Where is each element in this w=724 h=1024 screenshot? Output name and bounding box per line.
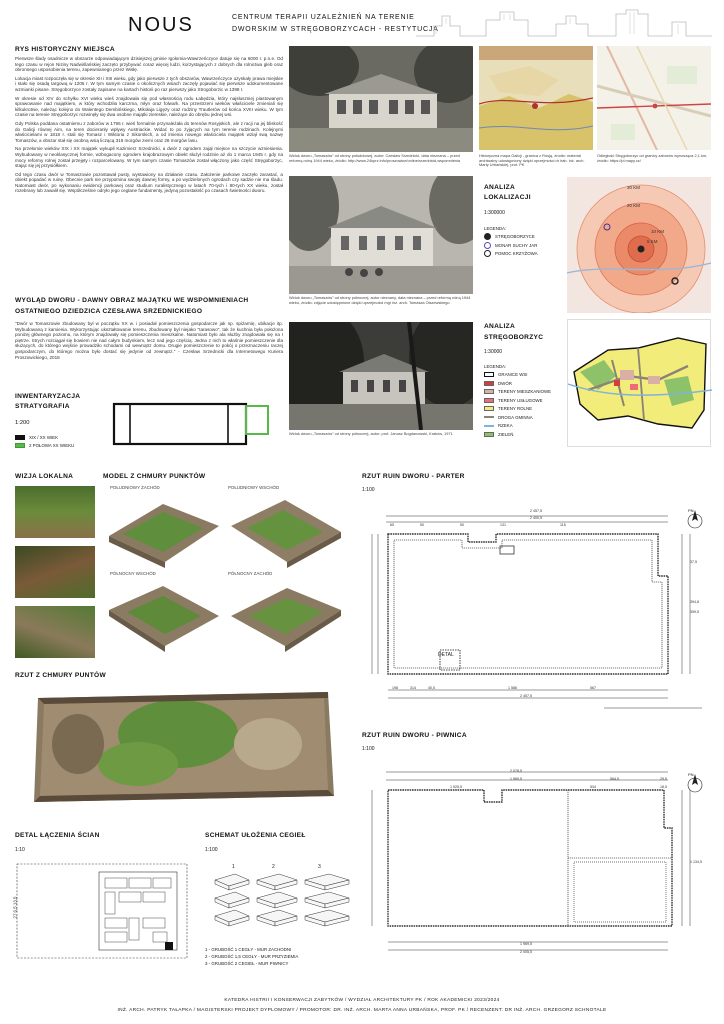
piwnica-title: RZUT RUIN DWORU - PIWNICA (362, 732, 467, 739)
location-radius-map (567, 177, 711, 313)
legend-item (484, 233, 538, 242)
stratigraphy-plan (112, 398, 272, 448)
dimension: 65 (390, 523, 394, 527)
legend-item (484, 388, 551, 397)
brick-bonding-schematic (205, 872, 355, 938)
legend-label: TERENY ROLNE (498, 406, 533, 412)
dimension: 1 969,5 (510, 777, 522, 781)
legend-label: MONAR SUCHY JAR (495, 242, 538, 248)
dimension: 534 (590, 785, 596, 789)
piwnica-floor-plan (368, 766, 704, 962)
legend-swatch (484, 398, 494, 403)
dimension: 115 (560, 523, 566, 527)
history-paragraph: Na przełomie wieków XIX i XX majątek wykupił Kazimierz Srzednicki, a dwór z ogrodem zajął miejsce na szczycie wzniesienia. Wybudowany w neoklasycznej formie, wzbogacony ogrodem krajobrazowym obiekt służył rodzinie aż do 1 marca 1945 r. gdy na mocy reformy rolnej został przejęty i rozparcelowany. W tym samym czasie Tomaszów został włączony jako część Stręgoborzyc, stając się jej przysiółkiem. (15, 146, 283, 169)
footer-line1: KATEDRA HISTRII I KONSERWACJI ZABYTKÓW / WYDZIAŁ ARCHITEKTURY PK / ROK AKADEMICKI 2023/2024 (224, 998, 500, 1003)
dimension: 314 (410, 686, 416, 690)
dimension: 1 134,5 (690, 860, 702, 864)
legend-swatch (484, 406, 494, 411)
map-caption: Historyczna mapa Galicji - granica z Rosją, źródło: materiał archiwalny udostępniony dzięki uprzejmości dr hab. inż. arch. Marty Urbańskiej, prof. PK (479, 153, 585, 168)
legend-swatch (484, 381, 494, 386)
dimension: 2 457,5 (520, 694, 532, 698)
history-text (15, 56, 283, 194)
parter-scale: 1:100 (362, 487, 375, 493)
detal-title: DETAL ŁĄCZENIA ŚCIAN (15, 832, 100, 839)
ring-label: 20 KM (627, 203, 641, 208)
dimension: 37,5 (690, 560, 697, 564)
bricks-legend-item: 3 - GRUBOŚĆ 2 CEGIEŁ - MUR PIWNICY (205, 961, 289, 966)
footer-line2: INŻ. ARCH. PATRYK TAŁAPKA / MAGISTERSKI PROJEKT DYPLOMOWY / PROMOTOR: DR. INŻ. ARCH. MARTA ANNA URBAŃSKA, PROF. PK / RECENZENT: DR INŻ. ARCH. GRZEGORZ SCHNOTALE (117, 1008, 607, 1013)
border-distance-map (597, 46, 711, 150)
brick-number: 3 (318, 864, 321, 870)
history-paragraph: W okresie od XIV do schyłku XVI wieku wieś znajdowała się pod własnością rodu Łabędzia, który najsłuszniej piastowanym sprawowanie nad majątkiem, w który wchodziła karczma, młyn oraz folwark. Na przestrzeni wieków właściciele zmieniali się kilkukrotnie, należąc kolejno do Walentego Dembińskiego, Mikołaja Ligęzy oraz rodziny Trautlerów od końca XVIII wieku. W tym czasie na terenie Stręgoborzyc rozwinęły się dwa osobne majątki ziemskie, należące do obrębu jednej wsi. (15, 95, 283, 118)
piwnica-scale: 1:100 (362, 746, 375, 752)
dimension: 394,8 (690, 600, 699, 604)
bricks-legend (205, 946, 298, 967)
page-title-line1: CENTRUM TERAPII UZALEŻNIEŃ NA TERENIE (232, 14, 415, 21)
dimension: 1 586 (508, 686, 517, 690)
wizja-title: WIZJA LOKALNA (15, 473, 74, 480)
legend-swatch (484, 389, 494, 394)
ring-label: 5 KM (647, 239, 658, 244)
inventory-title-line1: INWENTARYZACJA (15, 393, 81, 400)
view-label: POŁUDNIOWY WSCHÓD (228, 485, 280, 490)
strego-legend (484, 362, 551, 439)
memories-title-line2: OSTATNIEGO DZIEDZICA CZESŁAWA SRZEDNICKIEGO (15, 308, 203, 315)
legend-swatch (484, 432, 494, 437)
location-title-line2: LOKALIZACJI (484, 194, 531, 201)
memories-quote: "Dwór w Tomaszowie zbudowany był w początku XX w. i posiadał pomieszczenia gospodarcze jak np. spiżarnię, ubikacje itp. Wybudowaną z kamienia. Wykorzystując ukształtowanie terenu, zbudowany był niejako "tarasowo", tak że kuchnia była położona poniżej głównego poziomu, na którym znajdowały się pomieszczenia mieszkalne. Natomiast było ala służby znajdowała się na I piętrze. Strych rozciągał się bowiem nie nad całym budynkiem, lecz nad jego częścią. Jedna z nich to właśnie pomieszczenie dla służących, do którego wejście prowadziło schodami od wewnątrz domu. Drugie pomieszczenie to pokój o przeznaczeniu raczej gospodarczym, do którego można było dostać się jedynie od zewnątrz." - Czesław Srzednicki dla Internetowego Kuriera Proszowickiego, 2018 (15, 321, 283, 360)
brick-number: 2 (272, 864, 275, 870)
parter-floor-plan (368, 512, 704, 718)
inventory-scale: 1:200 (15, 420, 30, 426)
brick-number: 1 (232, 864, 235, 870)
legend-item (484, 422, 551, 431)
legend-label: STRĘGOBORZYCE (495, 234, 535, 240)
legend-label: DROGA GMINNA (498, 414, 533, 420)
dimension: 1 969,5 (520, 942, 532, 946)
strego-land-use-map (567, 319, 711, 447)
legend-swatch (484, 425, 494, 427)
legend-label: DWÓR (498, 380, 512, 386)
memories-title-line1: WYGLĄD DWORU - DAWNY OBRAZ MAJĄTKU WE WSPOMNIENIACH (15, 297, 249, 304)
view-label: PÓŁNOCNY WSCHÓD (110, 571, 156, 576)
location-legend (484, 224, 538, 258)
model-title: MODEL Z CHMURY PUNKTÓW (103, 473, 206, 480)
legend-label: TERENY MIESZKANIOWE (498, 389, 552, 395)
site-photo (15, 606, 95, 658)
location-scale: 1:300000 (484, 210, 505, 216)
dimension: 29,5 (660, 777, 667, 781)
legend-swatch (15, 435, 25, 440)
legend-label: POMOC KRZYŻOWA (495, 251, 538, 257)
bricks-legend-item: 2 - GRUBOŚĆ 1,5 CEGŁY - MUR PRZYZIEMIA (205, 954, 299, 959)
legend-item (484, 396, 551, 405)
history-paragraph: Pierwsze ślady osadnicze w obszarze odpowiadającym dzisiejszej gminie Igołomia-Wawrzeńczyce datuje się na 6000 r. p.n.e. Od tego czasu w rejon Niziny Nadwiślańskiej zaczęto przybywać coraz więcej ludzi, korzystających z dobrych dla rolnictwa gleb oraz obronnego usposobienia terenu, zapewnianego przez Wisłę. (15, 56, 283, 73)
legend-item (484, 379, 551, 388)
strego-title-line2: STRĘGOBORZYC (484, 334, 544, 341)
map-caption: Odległość Stręgoborzyc od granicy zaborów wynosząca 2,1 km, źródło: https://pl.mapy.cz/ (597, 153, 708, 163)
dimension: 2 005,5 (520, 950, 532, 954)
legend-swatch (15, 443, 25, 448)
photo-caption: Widok dworu „Tomaszów” od strony północnej, autor nieznany, data nieznana – przed reformą rolną 1944 wieku, źródło: zdjęcie udostępnione dzięki uprzejmości mgr inż. arch. Tomasza Olszewskiego (289, 295, 471, 305)
legend-label: TERENY USŁUGOWE (498, 397, 543, 403)
legend-label: ZIELEŃ (498, 431, 514, 437)
legend-item (15, 433, 74, 442)
bricks-legend-item: 1 - GRUBOŚĆ 1 CEGŁY - MUR ZACHODNI (205, 947, 292, 952)
strego-scale: 1:30000 (484, 349, 503, 355)
dimension: 2 400,5 (530, 516, 542, 520)
legend-item (484, 241, 538, 250)
historic-photo-north (289, 176, 473, 294)
point-cloud-top-view (28, 684, 340, 806)
dimension: 2 457,5 (530, 509, 542, 513)
legend-item (484, 413, 551, 422)
strego-title-line1: ANALIZA (484, 323, 516, 330)
wall-joint-detail (15, 862, 190, 960)
legend-label: GRANICE WSI (498, 372, 528, 378)
point-cloud-model-views (103, 492, 348, 662)
legend-swatch (484, 372, 494, 377)
legend-swatch (484, 416, 494, 418)
dimension: 50 (420, 523, 424, 527)
dimension: 567 (590, 686, 596, 690)
dimension: 18,5 (660, 785, 667, 789)
photo-caption: Widok dworu „Tomaszów” od strony północnej, autor: prof. Janusz Bogdanowski, Kraków, 1971 (289, 431, 453, 436)
galicia-historic-map (479, 46, 593, 150)
logo: NOUS (128, 14, 194, 36)
legend-title: LEGENDA: (484, 225, 507, 231)
cloud-title: RZUT Z CHMURY PUNTÓW (15, 672, 106, 679)
dimension: 359,5 (690, 610, 699, 614)
photo-caption: Widok dworu „Tomaszów” od strony południowej, autor: Czesław Srzednicki, data nieznana – przed reformą rolną 1944 wieku, źródło: http://www.24kprz.info/proszowice/online/srzednicki,wspomnienia (289, 153, 461, 163)
history-title: RYS HISTORYCZNY MIEJSCA (15, 46, 115, 53)
svg-text:PN: PN (688, 508, 694, 513)
site-photo (15, 486, 95, 538)
dimension: 1 925,5 (450, 785, 462, 789)
view-label: PÓŁNOCNY ZACHÓD (228, 571, 273, 576)
legend-label: XIX / XX WIEK (29, 434, 59, 440)
history-paragraph: Gdy Polska poddana ostatniemu z zaborów w 1795 r. wieś formalnie przynależała do terenów Rosyjskich, ale z racji na jej bliskość do Galicji równej Aim, na teren docieranły wpływy Austriackie. Widać to po żyjących na tym terenie rodzinach. Kolejnymi właścicielami w 1818 r. stali się Tomasz i Wiktoria z Sikorskich, a od imienia nowego właściciela majątek wziął swą nazwę Tomaszów, a obszar stał się osobną wsią liczącą 316 morgów ziemi oraz 28 morgów lasu. (15, 120, 283, 143)
historic-photo-1971 (289, 322, 473, 430)
ring-label: 10 KM (651, 229, 665, 234)
history-paragraph: Od tego czasu dwór w Tomaszowie pozostawał pusty, wystawiony na działanie czasu. Założenie parkowe zaczęło zarastać, a obiekt popadać w ruinę. Obecnie park nie przypomina swojej dawnej formy, a po wydzielonych ogrodach czy sadzie nie ma śladu. Natomiast dwór, po wykonaniu ewidencji parkowej oraz studium ruralistycznego w latach 70-tych i 80-tych XX wieku, został rozebrany lub zawalił się. Współcześnie odryło jego ceglane fundamenty, jedyną pozostałość po czasach świetności dworu. (15, 171, 283, 194)
history-paragraph: Lokacja miast rozpoczęła się w okresie XII i XIII wieku, gdy jako pierwsze z tych obszarów, Wawrzeńczyce uzyskały prawa miejskie i stało się osadą targową w 1205 r. W tym samym czasie o okolicznych wsiach zaczęły pojawiać się pierwsze udokumentowane wzmianki pisane. Stręgoborzyce zostały zapisane na kartach historii po raz pierwszy jako Strogoborzic w 1398 r. (15, 75, 283, 92)
legend-item (484, 250, 538, 259)
view-label: POŁUDNIOWY ZACHÓD (110, 485, 160, 490)
dimension: 50 (460, 523, 464, 527)
detal-scale: 1:10 (15, 847, 25, 853)
dimension: 564,5 (610, 777, 619, 781)
historic-photo-south (289, 46, 473, 152)
page-title-line2: DWORSKIM W STRĘGOBORZYCACH - RESTYTUCJA (232, 26, 439, 33)
ring-label: 30 KM (627, 185, 641, 190)
legend-item (484, 430, 551, 439)
legend-label: 2 POŁOWA XX WIEKU (29, 443, 75, 449)
dimension: 131 (500, 523, 506, 527)
dimension: 198 (392, 686, 398, 690)
dimension: 40,5 (428, 686, 435, 690)
detal-dimensions: 27 0,5 13,5 (12, 896, 18, 919)
cross-circle-icon (484, 242, 491, 249)
help-circle-icon (484, 250, 491, 257)
bricks-title: SCHEMAT UŁOŻENIA CEGIEŁ (205, 832, 306, 839)
svg-text:PN: PN (688, 772, 694, 777)
skyline-outline-icon (416, 6, 712, 38)
site-photo (15, 546, 95, 598)
legend-item (15, 442, 74, 451)
location-title-line1: ANALIZA (484, 184, 516, 191)
inventory-legend (15, 433, 74, 450)
legend-title: LEGENDA: (484, 363, 507, 369)
dimension: 2 078,5 (510, 769, 522, 773)
legend-label: RZEKA (498, 423, 513, 429)
bricks-scale: 1:100 (205, 847, 218, 853)
legend-item (484, 405, 551, 414)
map-pin-icon (484, 233, 491, 240)
legend-item (484, 371, 551, 380)
inventory-title-line2: STRATYGRAFIA (15, 403, 70, 410)
detail-label: DETAL (438, 652, 454, 658)
parter-title: RZUT RUIN DWORU - PARTER (362, 473, 465, 480)
